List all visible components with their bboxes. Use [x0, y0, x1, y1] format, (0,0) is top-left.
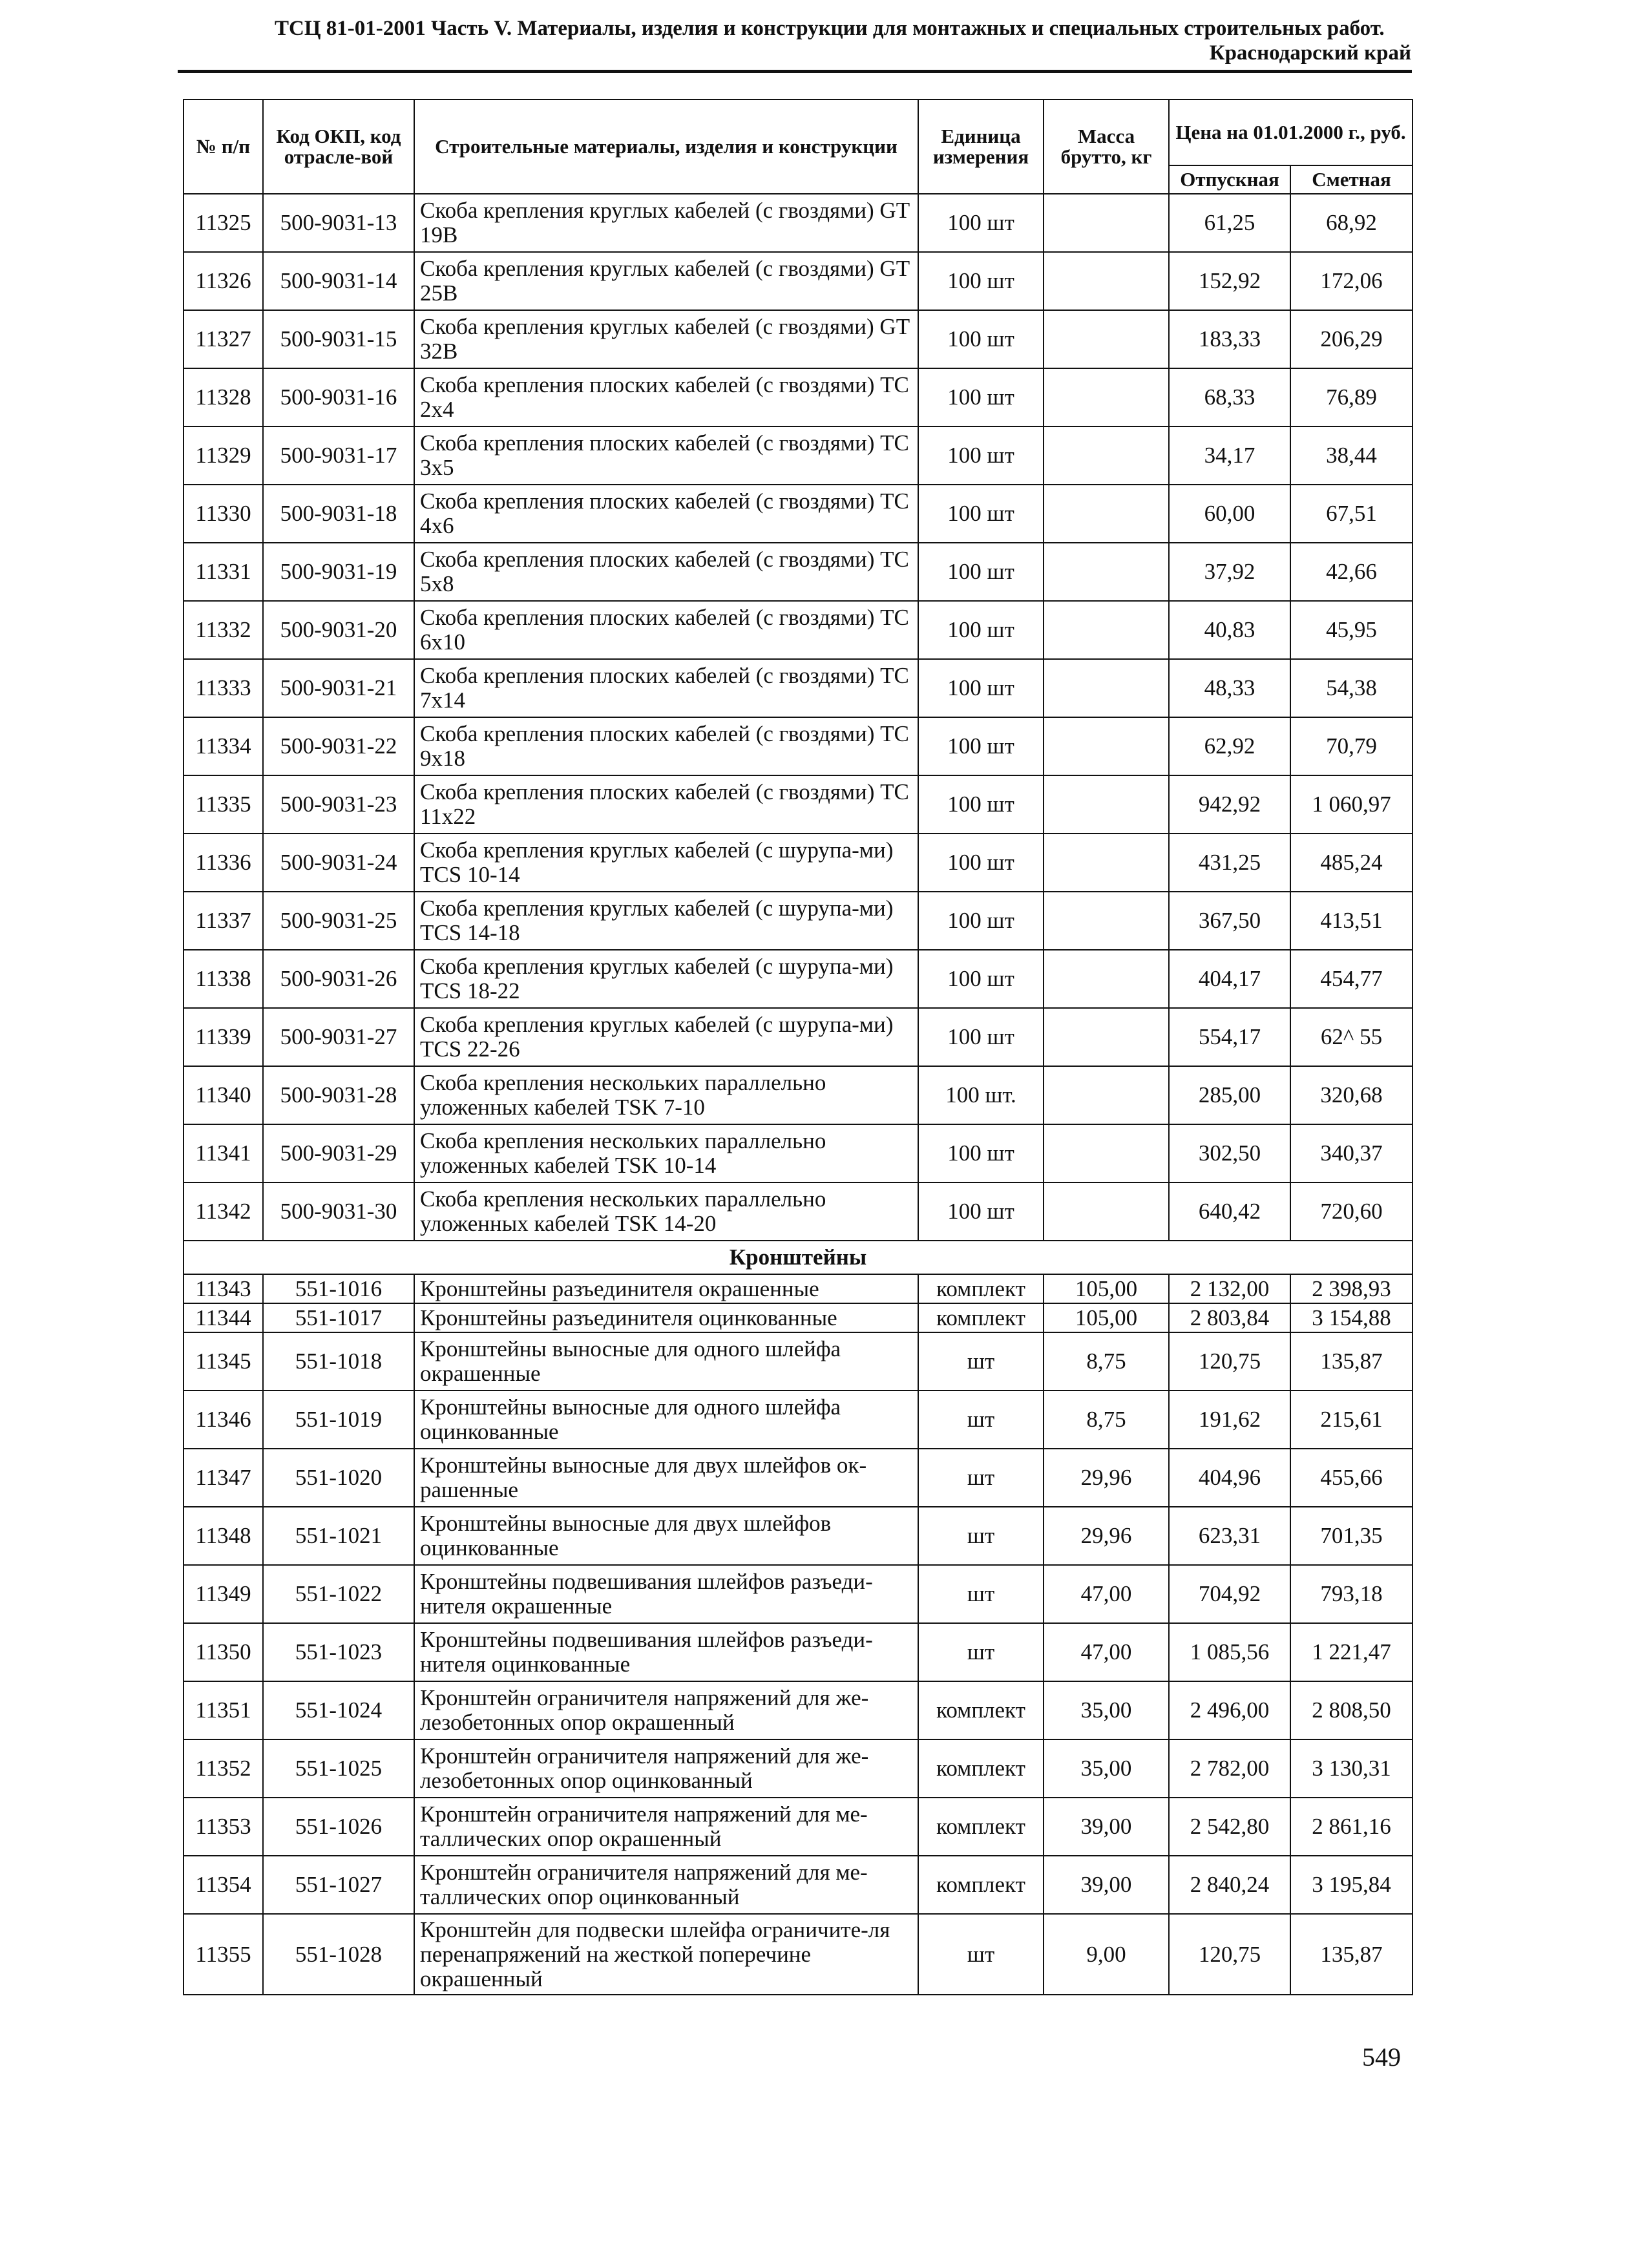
- row-estimate-price: 45,95: [1290, 601, 1413, 659]
- row-code: 500-9031-15: [263, 310, 414, 368]
- row-release-price: 60,00: [1169, 485, 1290, 543]
- table-row: [184, 1303, 1413, 1332]
- row-release-price: 48,33: [1169, 659, 1290, 717]
- row-code: 500-9031-18: [263, 485, 414, 543]
- col-header-num: № п/п: [184, 100, 263, 194]
- row-name: Скоба крепления плоских кабелей (с гвоздями) TC 7x14: [414, 659, 918, 717]
- row-estimate-price: 54,38: [1290, 659, 1413, 717]
- row-code: 551-1018: [263, 1332, 414, 1391]
- row-code: 500-9031-13: [263, 194, 414, 252]
- row-mass: [1044, 194, 1169, 252]
- table-row: [184, 1008, 1413, 1066]
- row-estimate-price: 38,44: [1290, 426, 1413, 485]
- row-unit: 100 шт: [918, 194, 1044, 252]
- table-row: [184, 1507, 1413, 1565]
- row-num: 11347: [184, 1449, 263, 1507]
- row-code: 551-1024: [263, 1681, 414, 1739]
- row-estimate-price: 720,60: [1290, 1182, 1413, 1241]
- materials-price-table: [183, 99, 1413, 1995]
- row-name: Скоба крепления круглых кабелей (с шурупа-ми) TCS 18-22: [414, 950, 918, 1008]
- row-code: 551-1021: [263, 1507, 414, 1565]
- row-unit: шт: [918, 1332, 1044, 1391]
- row-name: Скоба крепления круглых кабелей (с шурупа-ми) TCS 22-26: [414, 1008, 918, 1066]
- row-name: Скоба крепления круглых кабелей (с шурупа-ми) TCS 10-14: [414, 834, 918, 892]
- row-num: 11343: [184, 1274, 263, 1303]
- row-mass: 105,00: [1044, 1274, 1169, 1303]
- row-release-price: 2 840,24: [1169, 1856, 1290, 1914]
- row-name: Кронштейн ограничителя напряжений для ме-таллических опор окрашенный: [414, 1798, 918, 1856]
- row-code: 500-9031-24: [263, 834, 414, 892]
- col-header-code: Код ОКП, код отрасле-вой: [263, 100, 414, 194]
- row-name: Скоба крепления нескольких параллельно уложенных кабелей TSK 14-20: [414, 1182, 918, 1241]
- row-unit: 100 шт: [918, 485, 1044, 543]
- row-num: 11354: [184, 1856, 263, 1914]
- row-mass: [1044, 1182, 1169, 1241]
- row-release-price: 183,33: [1169, 310, 1290, 368]
- table-row: [184, 834, 1413, 892]
- row-estimate-price: 340,37: [1290, 1124, 1413, 1182]
- row-estimate-price: 413,51: [1290, 892, 1413, 950]
- row-name: Скоба крепления нескольких параллельно уложенных кабелей TSK 10-14: [414, 1124, 918, 1182]
- row-unit: 100 шт: [918, 601, 1044, 659]
- row-name: Скоба крепления плоских кабелей (с гвоздями) TC 11x22: [414, 775, 918, 834]
- table-row: [184, 1332, 1413, 1391]
- row-mass: 8,75: [1044, 1332, 1169, 1391]
- row-num: 11349: [184, 1565, 263, 1623]
- row-num: 11353: [184, 1798, 263, 1856]
- row-unit: 100 шт: [918, 717, 1044, 775]
- row-num: 11344: [184, 1303, 263, 1332]
- row-release-price: 367,50: [1169, 892, 1290, 950]
- table-row: [184, 1739, 1413, 1798]
- table-body: [184, 194, 1413, 1995]
- row-name: Кронштейны подвешивания шлейфов разъеди-нителя оцинкованные: [414, 1623, 918, 1681]
- row-code: 500-9031-29: [263, 1124, 414, 1182]
- row-unit: шт: [918, 1623, 1044, 1681]
- row-mass: 39,00: [1044, 1856, 1169, 1914]
- row-unit: 100 шт: [918, 1008, 1044, 1066]
- row-code: 500-9031-22: [263, 717, 414, 775]
- row-mass: 35,00: [1044, 1739, 1169, 1798]
- row-num: 11355: [184, 1914, 263, 1995]
- row-code: 551-1027: [263, 1856, 414, 1914]
- row-estimate-price: 701,35: [1290, 1507, 1413, 1565]
- row-code: 551-1017: [263, 1303, 414, 1332]
- row-code: 551-1028: [263, 1914, 414, 1995]
- row-estimate-price: 3 195,84: [1290, 1856, 1413, 1914]
- table-row: [184, 1914, 1413, 1995]
- row-mass: [1044, 601, 1169, 659]
- table-row: [184, 1565, 1413, 1623]
- table-row: [184, 543, 1413, 601]
- row-mass: [1044, 368, 1169, 426]
- row-name: Кронштейны разъединителя оцинкованные: [414, 1303, 918, 1332]
- row-unit: 100 шт: [918, 368, 1044, 426]
- row-estimate-price: 2 808,50: [1290, 1681, 1413, 1739]
- table-row: [184, 1182, 1413, 1241]
- row-num: 11345: [184, 1332, 263, 1391]
- row-unit: 100 шт: [918, 426, 1044, 485]
- row-name: Кронштейн ограничителя напряжений для же-лезобетонных опор окрашенный: [414, 1681, 918, 1739]
- row-mass: [1044, 892, 1169, 950]
- row-estimate-price: 2 398,93: [1290, 1274, 1413, 1303]
- row-mass: 47,00: [1044, 1623, 1169, 1681]
- row-code: 500-9031-27: [263, 1008, 414, 1066]
- row-mass: [1044, 717, 1169, 775]
- row-release-price: 554,17: [1169, 1008, 1290, 1066]
- row-num: 11351: [184, 1681, 263, 1739]
- row-num: 11339: [184, 1008, 263, 1066]
- col-header-estimate-price: Сметная: [1290, 165, 1413, 194]
- row-mass: 9,00: [1044, 1914, 1169, 1995]
- row-name: Скоба крепления плоских кабелей (с гвоздями) TC 3x5: [414, 426, 918, 485]
- row-release-price: 62,92: [1169, 717, 1290, 775]
- row-code: 500-9031-21: [263, 659, 414, 717]
- row-num: 11327: [184, 310, 263, 368]
- row-name: Кронштейны выносные для одного шлейфа окрашенные: [414, 1332, 918, 1391]
- row-code: 500-9031-20: [263, 601, 414, 659]
- row-name: Кронштейны выносные для одного шлейфа оцинкованные: [414, 1391, 918, 1449]
- row-estimate-price: 172,06: [1290, 252, 1413, 310]
- row-mass: 8,75: [1044, 1391, 1169, 1449]
- row-unit: 100 шт: [918, 310, 1044, 368]
- row-name: Скоба крепления плоских кабелей (с гвоздями) TC 9x18: [414, 717, 918, 775]
- row-mass: [1044, 1008, 1169, 1066]
- row-code: 551-1025: [263, 1739, 414, 1798]
- page-number: 549: [1362, 2042, 1401, 2072]
- row-release-price: 120,75: [1169, 1914, 1290, 1995]
- col-header-release-price: Отпускная: [1169, 165, 1290, 194]
- row-release-price: 152,92: [1169, 252, 1290, 310]
- row-mass: [1044, 252, 1169, 310]
- row-name: Скоба крепления круглых кабелей (с гвоздями) GT 32B: [414, 310, 918, 368]
- row-num: 11337: [184, 892, 263, 950]
- row-release-price: 61,25: [1169, 194, 1290, 252]
- table-row: [184, 775, 1413, 834]
- row-estimate-price: 485,24: [1290, 834, 1413, 892]
- row-release-price: 1 085,56: [1169, 1623, 1290, 1681]
- row-release-price: 2 542,80: [1169, 1798, 1290, 1856]
- table-row: [184, 950, 1413, 1008]
- row-unit: шт: [918, 1914, 1044, 1995]
- row-name: Скоба крепления плоских кабелей (с гвоздями) TC 5x8: [414, 543, 918, 601]
- table-row: [184, 1623, 1413, 1681]
- table-row: [184, 426, 1413, 485]
- row-code: 500-9031-25: [263, 892, 414, 950]
- table-row: [184, 252, 1413, 310]
- table-row: [184, 1449, 1413, 1507]
- section-row: [184, 1241, 1413, 1274]
- row-mass: [1044, 775, 1169, 834]
- row-release-price: 68,33: [1169, 368, 1290, 426]
- row-mass: [1044, 1124, 1169, 1182]
- row-unit: комплект: [918, 1274, 1044, 1303]
- row-estimate-price: 135,87: [1290, 1332, 1413, 1391]
- row-mass: [1044, 426, 1169, 485]
- row-unit: шт: [918, 1391, 1044, 1449]
- row-unit: шт: [918, 1449, 1044, 1507]
- row-estimate-price: 793,18: [1290, 1565, 1413, 1623]
- header-rule: [178, 70, 1412, 73]
- row-estimate-price: 68,92: [1290, 194, 1413, 252]
- row-code: 500-9031-23: [263, 775, 414, 834]
- row-mass: [1044, 659, 1169, 717]
- row-release-price: 191,62: [1169, 1391, 1290, 1449]
- row-estimate-price: 320,68: [1290, 1066, 1413, 1124]
- row-release-price: 120,75: [1169, 1332, 1290, 1391]
- row-code: 500-9031-30: [263, 1182, 414, 1241]
- row-release-price: 2 782,00: [1169, 1739, 1290, 1798]
- row-name: Кронштейны выносные для двух шлейфов ок-рашенные: [414, 1449, 918, 1507]
- row-release-price: 2 132,00: [1169, 1274, 1290, 1303]
- row-name: Скоба крепления нескольких параллельно уложенных кабелей TSK 7-10: [414, 1066, 918, 1124]
- row-estimate-price: 3 130,31: [1290, 1739, 1413, 1798]
- row-name: Кронштейн ограничителя напряжений для же-лезобетонных опор оцинкованный: [414, 1739, 918, 1798]
- row-mass: [1044, 1066, 1169, 1124]
- table-row: [184, 1681, 1413, 1739]
- row-release-price: 640,42: [1169, 1182, 1290, 1241]
- row-mass: [1044, 485, 1169, 543]
- row-estimate-price: 135,87: [1290, 1914, 1413, 1995]
- row-unit: 100 шт: [918, 1182, 1044, 1241]
- row-code: 500-9031-26: [263, 950, 414, 1008]
- row-release-price: 404,96: [1169, 1449, 1290, 1507]
- row-release-price: 285,00: [1169, 1066, 1290, 1124]
- row-num: 11346: [184, 1391, 263, 1449]
- row-code: 500-9031-28: [263, 1066, 414, 1124]
- table-row: [184, 310, 1413, 368]
- row-unit: комплект: [918, 1739, 1044, 1798]
- table-row: [184, 892, 1413, 950]
- row-estimate-price: 3 154,88: [1290, 1303, 1413, 1332]
- row-unit: комплект: [918, 1303, 1044, 1332]
- col-header-name: Строительные материалы, изделия и конструкции: [414, 100, 918, 194]
- row-num: 11334: [184, 717, 263, 775]
- row-num: 11340: [184, 1066, 263, 1124]
- row-code: 551-1016: [263, 1274, 414, 1303]
- row-estimate-price: 70,79: [1290, 717, 1413, 775]
- row-unit: комплект: [918, 1681, 1044, 1739]
- row-unit: 100 шт.: [918, 1066, 1044, 1124]
- row-release-price: 704,92: [1169, 1565, 1290, 1623]
- document-header-title: ТСЦ 81-01-2001 Часть V. Материалы, изделия и конструкции для монтажных и специальных строительных работ.: [275, 17, 1385, 40]
- section-title: Кронштейны: [184, 1241, 1413, 1274]
- row-unit: 100 шт: [918, 252, 1044, 310]
- row-estimate-price: 215,61: [1290, 1391, 1413, 1449]
- row-name: Скоба крепления плоских кабелей (с гвоздями) TC 2x4: [414, 368, 918, 426]
- row-num: 11350: [184, 1623, 263, 1681]
- table-row: [184, 659, 1413, 717]
- table-row: [184, 1274, 1413, 1303]
- row-name: Скоба крепления плоских кабелей (с гвоздями) TC 4x6: [414, 485, 918, 543]
- row-name: Кронштейны подвешивания шлейфов разъеди-нителя окрашенные: [414, 1565, 918, 1623]
- row-estimate-price: 42,66: [1290, 543, 1413, 601]
- row-release-price: 623,31: [1169, 1507, 1290, 1565]
- row-mass: 47,00: [1044, 1565, 1169, 1623]
- row-num: 11326: [184, 252, 263, 310]
- row-estimate-price: 76,89: [1290, 368, 1413, 426]
- row-mass: 29,96: [1044, 1507, 1169, 1565]
- row-release-price: 404,17: [1169, 950, 1290, 1008]
- table-row: [184, 1798, 1413, 1856]
- row-num: 11332: [184, 601, 263, 659]
- row-code: 500-9031-14: [263, 252, 414, 310]
- row-name: Скоба крепления круглых кабелей (с гвоздями) GT 25B: [414, 252, 918, 310]
- row-estimate-price: 67,51: [1290, 485, 1413, 543]
- row-num: 11330: [184, 485, 263, 543]
- row-estimate-price: 206,29: [1290, 310, 1413, 368]
- row-release-price: 34,17: [1169, 426, 1290, 485]
- row-num: 11341: [184, 1124, 263, 1182]
- row-unit: 100 шт: [918, 1124, 1044, 1182]
- table-row: [184, 1856, 1413, 1914]
- row-release-price: 40,83: [1169, 601, 1290, 659]
- row-num: 11338: [184, 950, 263, 1008]
- row-estimate-price: 1 060,97: [1290, 775, 1413, 834]
- row-num: 11328: [184, 368, 263, 426]
- table-row: [184, 368, 1413, 426]
- row-mass: [1044, 950, 1169, 1008]
- row-release-price: 431,25: [1169, 834, 1290, 892]
- row-num: 11331: [184, 543, 263, 601]
- row-code: 500-9031-16: [263, 368, 414, 426]
- row-num: 11352: [184, 1739, 263, 1798]
- row-code: 551-1026: [263, 1798, 414, 1856]
- row-name: Кронштейны разъединителя окрашенные: [414, 1274, 918, 1303]
- row-estimate-price: 62^ 55: [1290, 1008, 1413, 1066]
- row-unit: шт: [918, 1507, 1044, 1565]
- table-row: [184, 485, 1413, 543]
- row-code: 500-9031-17: [263, 426, 414, 485]
- row-name: Кронштейн ограничителя напряжений для ме-таллических опор оцинкованный: [414, 1856, 918, 1914]
- row-mass: [1044, 310, 1169, 368]
- row-name: Скоба крепления плоских кабелей (с гвоздями) TC 6x10: [414, 601, 918, 659]
- row-unit: 100 шт: [918, 834, 1044, 892]
- row-code: 500-9031-19: [263, 543, 414, 601]
- row-num: 11329: [184, 426, 263, 485]
- row-num: 11336: [184, 834, 263, 892]
- row-estimate-price: 454,77: [1290, 950, 1413, 1008]
- row-unit: комплект: [918, 1856, 1044, 1914]
- col-header-mass: Масса брутто, кг: [1044, 100, 1169, 194]
- table-row: [184, 1391, 1413, 1449]
- row-num: 11325: [184, 194, 263, 252]
- row-code: 551-1020: [263, 1449, 414, 1507]
- row-unit: 100 шт: [918, 543, 1044, 601]
- row-unit: 100 шт: [918, 775, 1044, 834]
- table-row: [184, 1066, 1413, 1124]
- row-code: 551-1023: [263, 1623, 414, 1681]
- row-release-price: 37,92: [1169, 543, 1290, 601]
- row-num: 11333: [184, 659, 263, 717]
- row-estimate-price: 2 861,16: [1290, 1798, 1413, 1856]
- row-code: 551-1019: [263, 1391, 414, 1449]
- table-row: [184, 717, 1413, 775]
- row-name: Скоба крепления круглых кабелей (с гвоздями) GT 19B: [414, 194, 918, 252]
- document-header-region: Краснодарский край: [1209, 41, 1411, 65]
- row-mass: 29,96: [1044, 1449, 1169, 1507]
- row-estimate-price: 1 221,47: [1290, 1623, 1413, 1681]
- row-mass: [1044, 834, 1169, 892]
- row-unit: 100 шт: [918, 892, 1044, 950]
- row-name: Кронштейны выносные для двух шлейфов оцинкованные: [414, 1507, 918, 1565]
- row-release-price: 942,92: [1169, 775, 1290, 834]
- row-release-price: 2 496,00: [1169, 1681, 1290, 1739]
- col-header-unit: Единица измерения: [918, 100, 1044, 194]
- row-unit: комплект: [918, 1798, 1044, 1856]
- row-mass: [1044, 543, 1169, 601]
- row-release-price: 2 803,84: [1169, 1303, 1290, 1332]
- row-mass: 105,00: [1044, 1303, 1169, 1332]
- row-num: 11335: [184, 775, 263, 834]
- row-release-price: 302,50: [1169, 1124, 1290, 1182]
- row-name: Кронштейн для подвески шлейфа ограничите-ля перенапряжений на жесткой поперечине окрашенный: [414, 1914, 918, 1995]
- table-row: [184, 1124, 1413, 1182]
- row-num: 11348: [184, 1507, 263, 1565]
- table-row: [184, 601, 1413, 659]
- row-unit: 100 шт: [918, 950, 1044, 1008]
- table-row: [184, 194, 1413, 252]
- row-code: 551-1022: [263, 1565, 414, 1623]
- row-estimate-price: 455,66: [1290, 1449, 1413, 1507]
- row-name: Скоба крепления круглых кабелей (с шурупа-ми) TCS 14-18: [414, 892, 918, 950]
- row-num: 11342: [184, 1182, 263, 1241]
- row-unit: 100 шт: [918, 659, 1044, 717]
- row-mass: 35,00: [1044, 1681, 1169, 1739]
- row-unit: шт: [918, 1565, 1044, 1623]
- row-mass: 39,00: [1044, 1798, 1169, 1856]
- col-header-price: Цена на 01.01.2000 г., руб.: [1169, 100, 1413, 165]
